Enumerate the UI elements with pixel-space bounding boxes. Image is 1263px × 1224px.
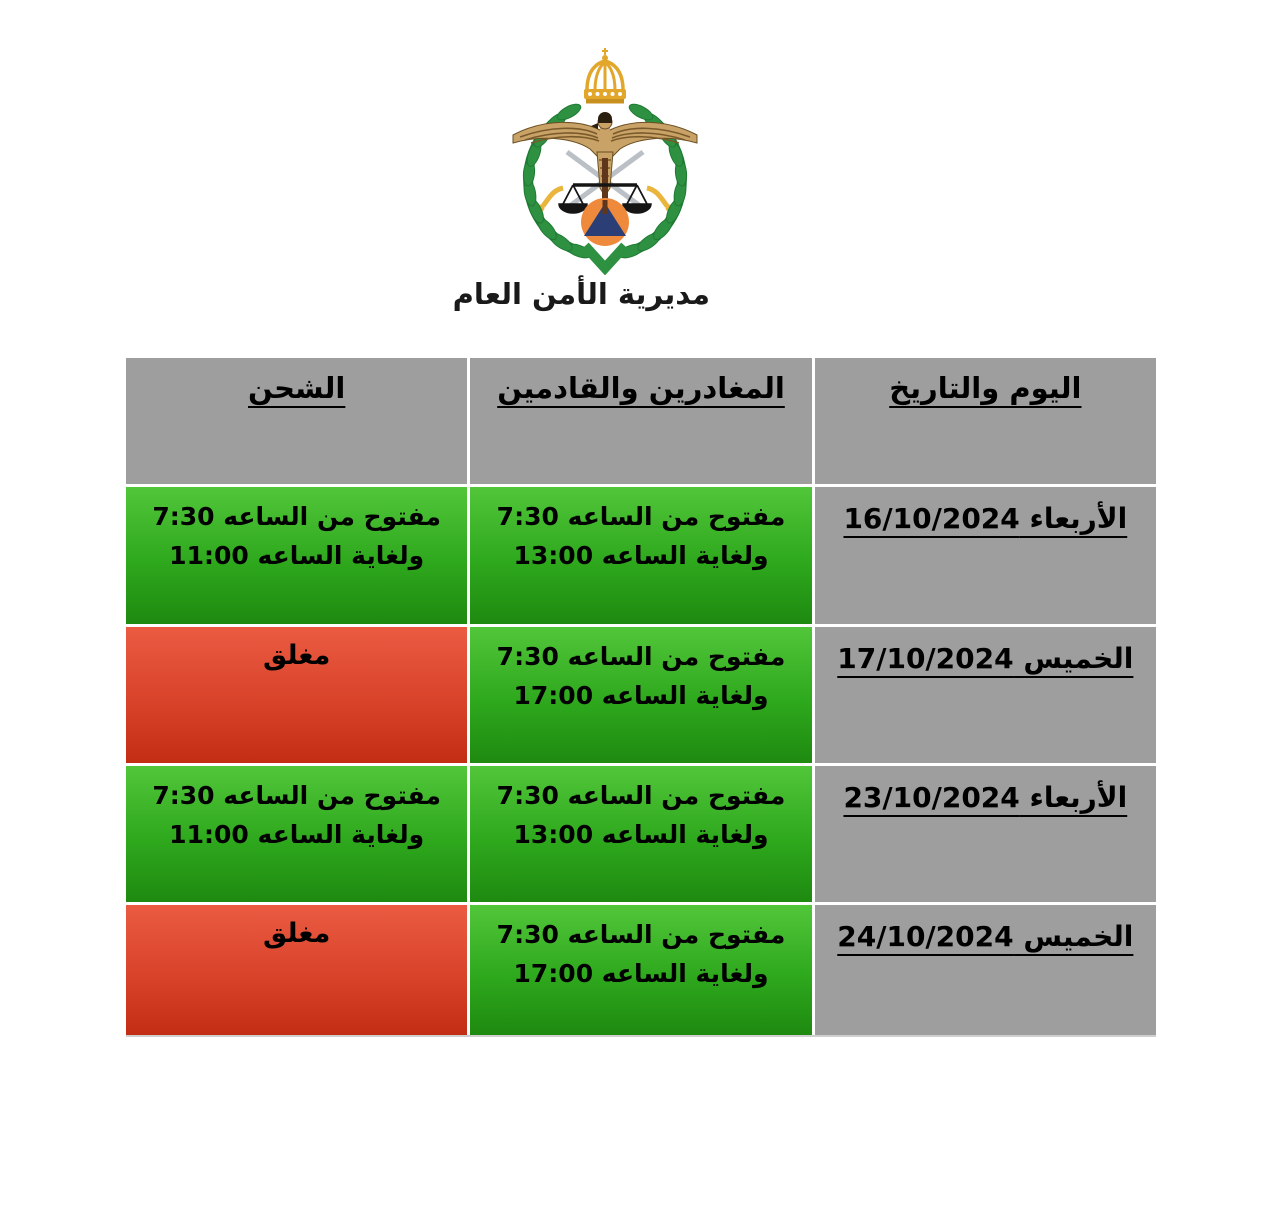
- logo-caption: مديرية الأمن العام: [452, 277, 710, 311]
- column-header-cargo-label: الشحن: [248, 371, 346, 405]
- cargo-status-cell: [126, 905, 467, 1035]
- date-label: الأربعاء 16/10/2024: [843, 502, 1128, 535]
- passengers-status-text: مفتوح من الساعه 7:30 ولغاية الساعه 13:00: [496, 781, 786, 849]
- date-cell: [815, 905, 1156, 1035]
- passengers-status-cell: [470, 487, 811, 624]
- psd-emblem-icon: [505, 40, 705, 275]
- cargo-status-text: مغلق: [263, 918, 331, 949]
- passengers-status-cell: [470, 905, 811, 1035]
- passengers-status-cell: [470, 766, 811, 902]
- date-label: الخميس 24/10/2024: [837, 920, 1134, 953]
- column-header-date: [815, 358, 1156, 484]
- date-label: الخميس 17/10/2024: [837, 642, 1134, 675]
- civil-defense-icon: [581, 198, 629, 246]
- passengers-status-cell: [470, 627, 811, 763]
- cargo-status-cell: [126, 627, 467, 763]
- date-label: الأربعاء 23/10/2024: [843, 781, 1128, 814]
- column-header-passengers: [470, 358, 811, 484]
- date-cell: [815, 487, 1156, 624]
- cargo-status-cell: [126, 766, 467, 902]
- cargo-status-text: مفتوح من الساعه 7:30 ولغاية الساعه 11:00: [152, 502, 441, 570]
- crown-icon: [584, 48, 626, 104]
- column-header-cargo: [126, 358, 467, 484]
- passengers-status-text: مفتوح من الساعه 7:30 ولغاية الساعه 17:00: [496, 642, 786, 710]
- passengers-status-text: مفتوح من الساعه 7:30 ولغاية الساعه 13:00: [496, 502, 786, 570]
- cargo-status-cell: [126, 487, 467, 624]
- date-cell: [815, 766, 1156, 902]
- date-cell: [815, 627, 1156, 763]
- passengers-status-text: مفتوح من الساعه 7:30 ولغاية الساعه 17:00: [496, 920, 786, 988]
- cargo-status-text: مفتوح من الساعه 7:30 ولغاية الساعه 11:00: [152, 781, 441, 849]
- column-header-passengers-label: المغادرين والقادمين: [497, 371, 785, 405]
- cargo-status-text: مغلق: [263, 640, 331, 671]
- psd-logo: [452, 40, 710, 311]
- column-header-date-label: اليوم والتاريخ: [889, 371, 1082, 405]
- schedule-table: [126, 358, 1156, 1037]
